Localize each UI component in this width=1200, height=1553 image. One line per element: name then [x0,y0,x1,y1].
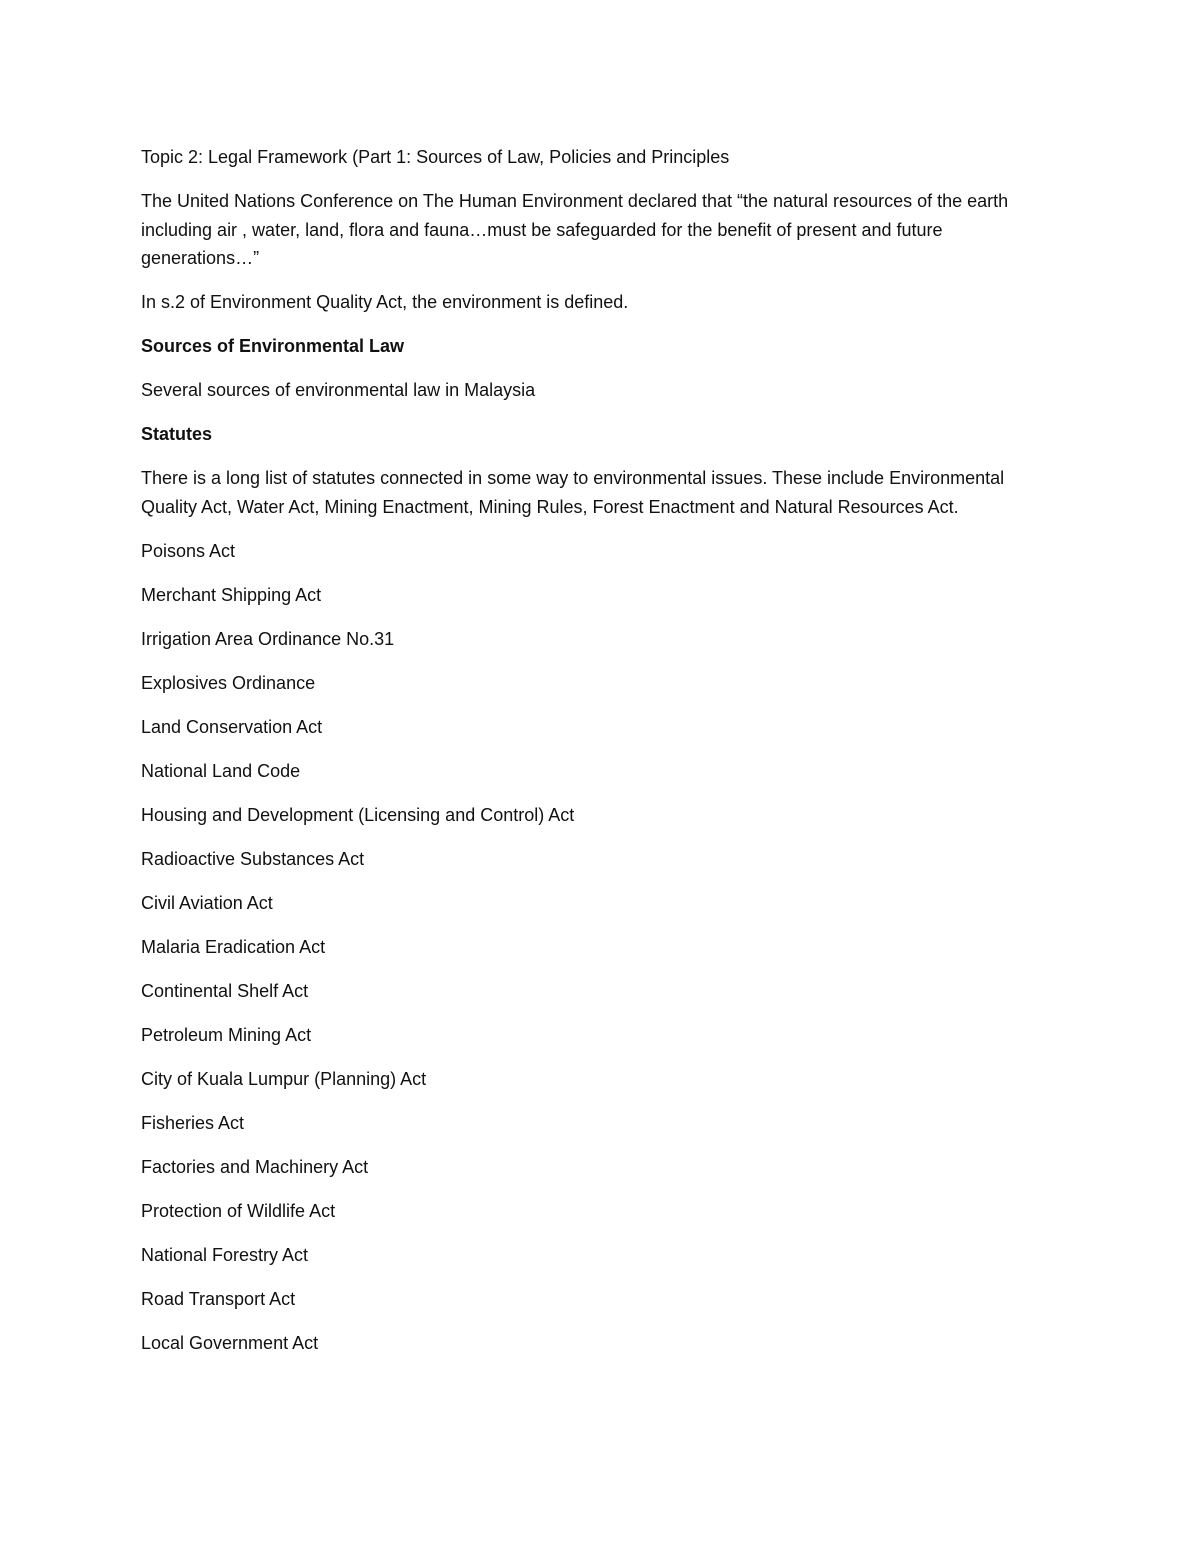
statutes-list [141,537,1061,1358]
statutes-intro: There is a long list of statutes connected in some way to environmental issues. These include Environmental Quality Act, Water Act, Mining Enactment, Mining Rules, Forest Enactment and Natural Resources Act. [141,468,1005,517]
list-item: Malaria Eradication Act [141,936,326,957]
list-item: Road Transport Act [141,1288,296,1309]
list-item: Petroleum Mining Act [141,1024,312,1045]
list-item: Housing and Development (Licensing and Control) Act [141,804,575,825]
list-item: Merchant Shipping Act [141,584,322,605]
list-item: Land Conservation Act [141,716,323,737]
list-item: National Forestry Act [141,1244,309,1265]
list-item: National Land Code [141,760,301,781]
list-item: Factories and Machinery Act [141,1156,369,1177]
list-item: Protection of Wildlife Act [141,1200,336,1221]
definition-note: In s.2 of Environment Quality Act, the environment is defined. [141,292,629,312]
list-item: Civil Aviation Act [141,892,273,913]
intro-quote: The United Nations Conference on The Human Environment declared that “the natural resources of the earth including air , water, land, flora and fauna…must be safeguarded for the benefit of present and future generations…” [141,191,1009,268]
statutes-heading: Statutes [141,424,213,444]
sources-heading: Sources of Environmental Law [141,336,405,356]
list-item: Irrigation Area Ordinance No.31 [141,628,395,649]
list-item: Fisheries Act [141,1112,245,1133]
document-page [141,143,1061,1373]
list-item: City of Kuala Lumpur (Planning) Act [141,1068,427,1089]
list-item: Continental Shelf Act [141,980,309,1001]
document-title: Topic 2: Legal Framework (Part 1: Sources of Law, Policies and Principles [141,147,730,167]
list-item: Local Government Act [141,1332,319,1353]
sources-intro: Several sources of environmental law in Malaysia [141,380,536,400]
list-item: Poisons Act [141,540,236,561]
list-item: Radioactive Substances Act [141,848,365,869]
list-item: Explosives Ordinance [141,672,316,693]
